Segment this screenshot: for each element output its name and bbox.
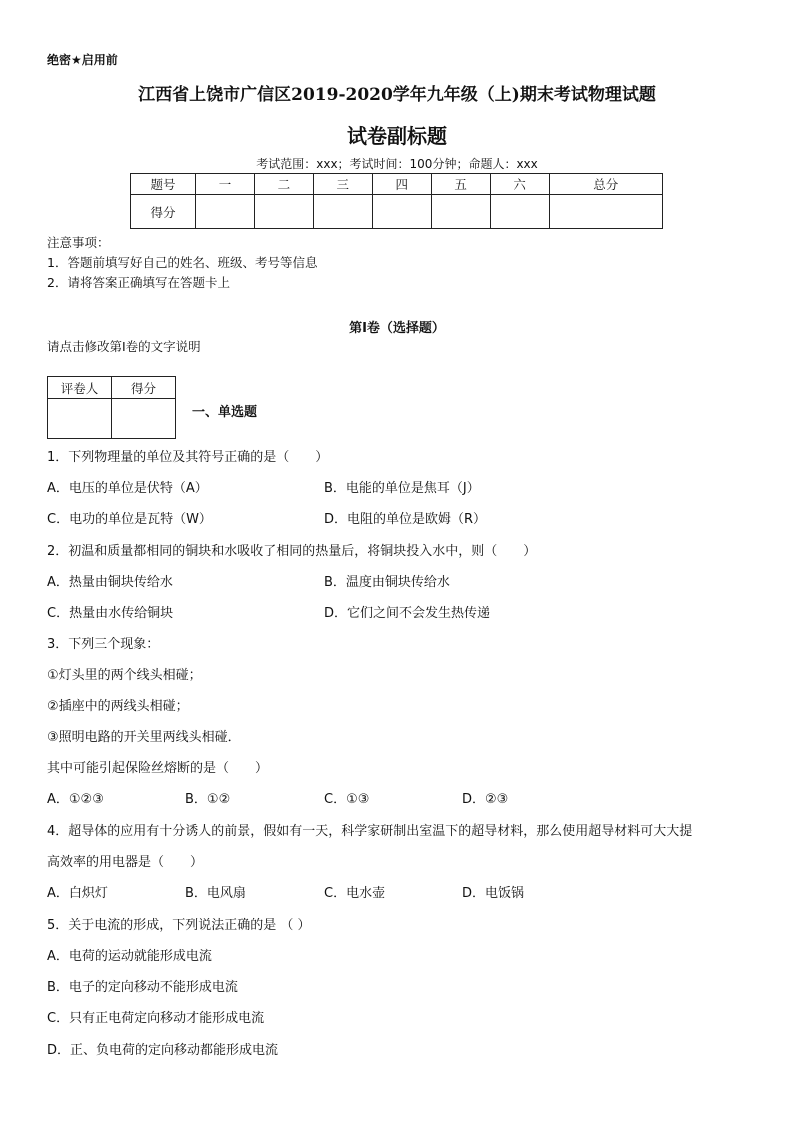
grader-label: 评卷人	[48, 377, 112, 399]
score-cell[interactable]	[313, 195, 372, 229]
question-stem-continued: 高效率的用电器是（ ）	[47, 855, 204, 870]
option[interactable]: B．电子的定向移动不能形成电流	[47, 980, 238, 995]
score-header-cell: 三	[313, 174, 372, 195]
question-stem: 2．初温和质量都相同的铜块和水吸收了相同的热量后，将铜块投入水中，则（ ）	[47, 544, 537, 559]
score-row-label: 得分	[131, 195, 196, 229]
option[interactable]: A．热量由铜块传给水	[47, 575, 173, 590]
score-cell[interactable]	[254, 195, 313, 229]
notes-item: 1．答题前填写好自己的姓名、班级、考号等信息	[47, 255, 318, 270]
option[interactable]: D．电饭锅	[462, 886, 525, 901]
option[interactable]: B．电能的单位是焦耳（J）	[324, 481, 480, 496]
notes-item: 2．请将答案正确填写在答题卡上	[47, 275, 230, 290]
grader-table	[47, 376, 176, 439]
section-description[interactable]: 请点击修改第I卷的文字说明	[47, 339, 201, 354]
score-table-header-row	[131, 174, 663, 195]
grader-cell[interactable]	[48, 399, 112, 439]
score-cell[interactable]	[490, 195, 549, 229]
score-cell[interactable]	[431, 195, 490, 229]
option[interactable]: A．电荷的运动就能形成电流	[47, 949, 212, 964]
option[interactable]: D．它们之间不会发生热传递	[324, 606, 491, 621]
option[interactable]: C．热量由水传给铜块	[47, 606, 174, 621]
option[interactable]: C．电水壶	[324, 886, 386, 901]
question-line: 其中可能引起保险丝熔断的是（ ）	[47, 761, 269, 776]
score-cell[interactable]	[372, 195, 431, 229]
exam-subtitle: 试卷副标题	[347, 124, 447, 148]
option[interactable]: C．电功的单位是瓦特（W）	[47, 512, 212, 527]
question-line: ②插座中的两线头相碰；	[47, 699, 189, 714]
exam-meta: 考试范围：xxx；考试时间：100分钟；命题人：xxx	[256, 157, 538, 171]
part-title: 一、单选题	[192, 405, 258, 420]
score-header-cell: 一	[196, 174, 255, 195]
question-line: ③照明电路的开关里两线头相碰．	[47, 730, 241, 745]
score-table-score-row	[131, 195, 663, 229]
option[interactable]: B．温度由铜块传给水	[324, 575, 450, 590]
grader-score-label: 得分	[112, 377, 176, 399]
option[interactable]: D．正、负电荷的定向移动都能形成电流	[47, 1043, 279, 1058]
option[interactable]: A．白炽灯	[47, 886, 108, 901]
option[interactable]: A．电压的单位是伏特（A）	[47, 481, 208, 496]
option[interactable]: B．①②	[185, 792, 231, 807]
confidential-label: 绝密★启用前	[47, 53, 118, 67]
option[interactable]: B．电风扇	[185, 886, 246, 901]
question-stem: 4．超导体的应用有十分诱人的前景，假如有一天，科学家研制出室温下的超导材料，那么使用超导材料可大大提	[47, 824, 693, 839]
question-stem: 1．下列物理量的单位及其符号正确的是（ ）	[47, 450, 329, 465]
option[interactable]: C．①③	[324, 792, 370, 807]
option[interactable]: D．电阻的单位是欧姆（R）	[324, 512, 487, 527]
notes-title: 注意事项：	[47, 235, 110, 250]
option[interactable]: A．①②③	[47, 792, 104, 807]
score-header-cell: 总分	[549, 174, 662, 195]
score-header-cell: 四	[372, 174, 431, 195]
score-header-cell: 题号	[131, 174, 196, 195]
option[interactable]: D．②③	[462, 792, 509, 807]
score-header-cell: 二	[254, 174, 313, 195]
score-header-cell: 六	[490, 174, 549, 195]
exam-title: 江西省上饶市广信区2019-2020学年九年级（上)期末考试物理试题	[138, 85, 656, 105]
score-cell[interactable]	[549, 195, 662, 229]
question-line: ①灯头里的两个线头相碰；	[47, 668, 202, 683]
score-cell[interactable]	[196, 195, 255, 229]
grader-score-cell[interactable]	[112, 399, 176, 439]
question-stem: 5．关于电流的形成，下列说法正确的是 （ ）	[47, 918, 311, 933]
option[interactable]: C．只有正电荷定向移动才能形成电流	[47, 1011, 265, 1026]
question-stem: 3．下列三个现象：	[47, 637, 160, 652]
score-table	[130, 173, 663, 229]
section-title: 第I卷（选择题）	[349, 321, 445, 336]
score-header-cell: 五	[431, 174, 490, 195]
